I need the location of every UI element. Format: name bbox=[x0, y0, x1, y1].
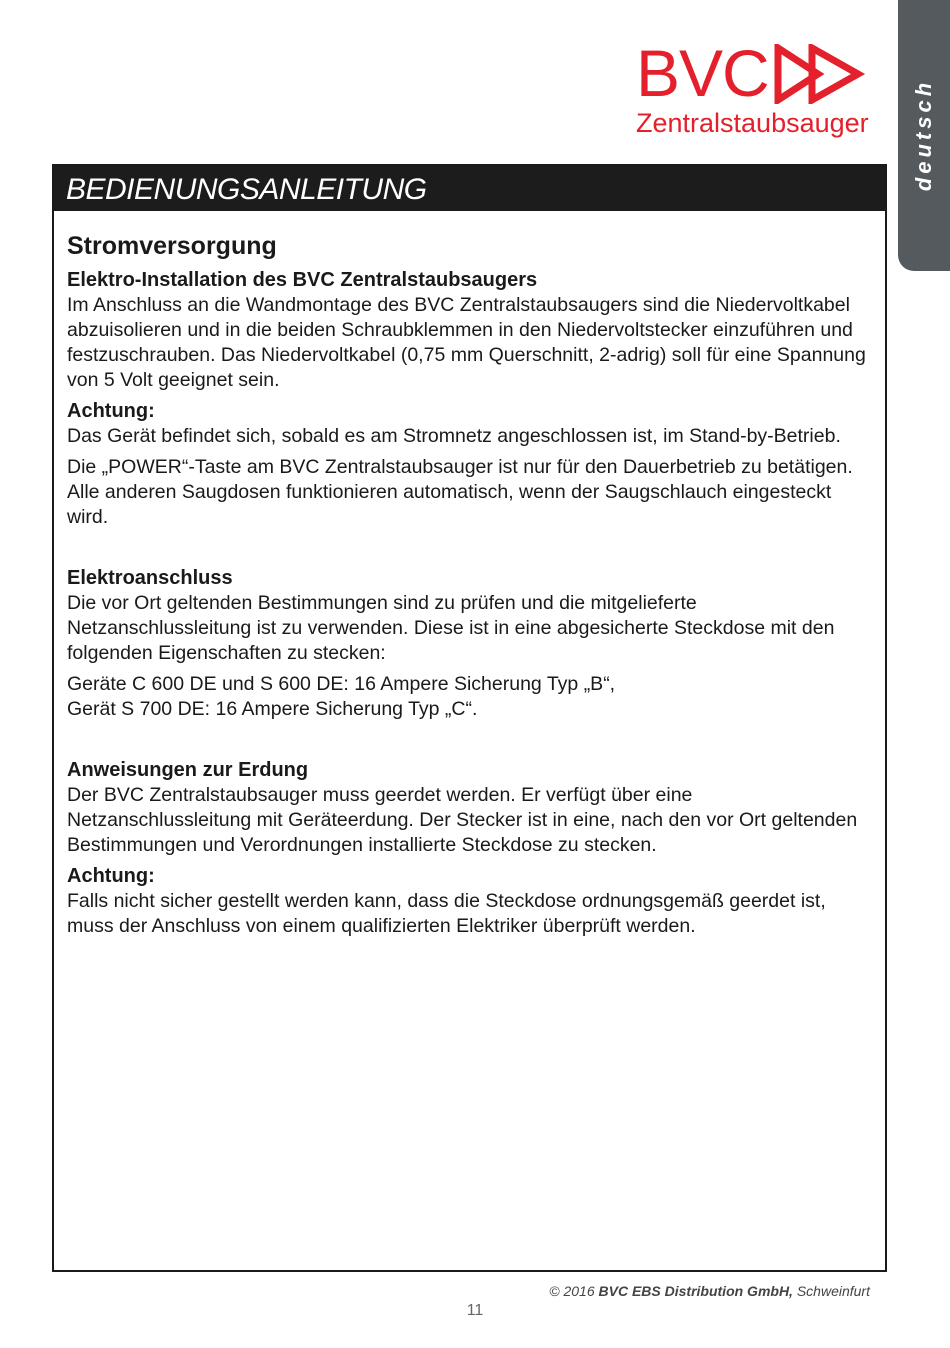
note-standby: Das Gerät befindet sich, sobald es am Stromnetz angeschlossen ist, im Stand-by-Betrieb. bbox=[67, 425, 841, 447]
note-heading-grounding: Achtung: bbox=[67, 865, 155, 887]
language-tab-label: deutsch bbox=[911, 78, 936, 192]
heading-electro-connection: Elektroanschluss bbox=[67, 567, 233, 589]
logo-brand: BVC bbox=[636, 36, 769, 110]
note-heading: Achtung: bbox=[67, 400, 155, 422]
language-tab bbox=[898, 0, 950, 271]
page-title: BEDIENUNGSANLEITUNG bbox=[66, 173, 427, 206]
paragraph-connection: Die vor Ort geltenden Bestimmungen sind zu prüfen und die mitgelieferte Netzanschlussleitung ist zu verwenden. Diese ist in eine abgesicherte Steckdose mit den folgenden Eigenschaften zu stecken: bbox=[67, 592, 835, 664]
note-grounding: Falls nicht sicher gestellt werden kann, dass die Steckdose ordnungsgemäß geerdet ist, muss der Anschluss von einem qualifizierten Elektriker überprüft werden. bbox=[67, 890, 826, 937]
heading-grounding: Anweisungen zur Erdung bbox=[67, 759, 309, 781]
paragraph-grounding: Der BVC Zentralstaubsauger muss geerdet werden. Er verfügt über eine Netzanschlussleitung mit Geräteerdung. Der Stecker ist in eine, nach den vor Ort geltenden Bestimmungen und Verordnungen installierte Steckdose zu stecken. bbox=[67, 784, 858, 856]
footer-copyright bbox=[549, 1283, 870, 1299]
header-bar bbox=[54, 166, 885, 211]
logo-arrows-icon bbox=[774, 44, 866, 104]
copyright-prefix: © 2016 bbox=[549, 1283, 595, 1299]
paragraph-power-button: Die „POWER“-Taste am BVC Zentralstaubsauger ist nur für den Dauerbetrieb zu betätigen. Alle anderen Saugdosen funktionieren automatisch, wenn der Saugschlauch eingesteckt wird. bbox=[67, 456, 853, 528]
bvc-logo bbox=[636, 36, 869, 140]
page-number: 11 bbox=[466, 1302, 484, 1319]
content-frame bbox=[52, 164, 887, 1272]
company-name: BVC EBS Distribution GmbH, bbox=[598, 1283, 793, 1299]
fuse-line-600: Geräte C 600 DE und S 600 DE: 16 Ampere Sicherung Typ „B“, bbox=[67, 673, 616, 695]
fuse-line-700: Gerät S 700 DE: 16 Ampere Sicherung Typ „C“. bbox=[67, 698, 478, 720]
heading-electro-installation: Elektro-Installation des BVC Zentralstaubsaugers bbox=[67, 269, 538, 291]
paragraph-installation: Im Anschluss an die Wandmontage des BVC Zentralstaubsaugers sind die Niedervoltkabel abzuisolieren und in die beiden Schraubklemmen in den Niedervoltstecker einzuführen und festzuschrauben. Das Niedervoltkabel (0,75 mm Querschnitt, 2-adrig) soll für eine Spannung von 5 Volt geeignet sein. bbox=[67, 294, 866, 391]
company-city: Schweinfurt bbox=[796, 1283, 870, 1299]
section-title: Stromversorgung bbox=[67, 232, 277, 260]
main-content bbox=[67, 230, 872, 945]
logo-subtitle: Zentralstaubsauger bbox=[636, 108, 869, 138]
